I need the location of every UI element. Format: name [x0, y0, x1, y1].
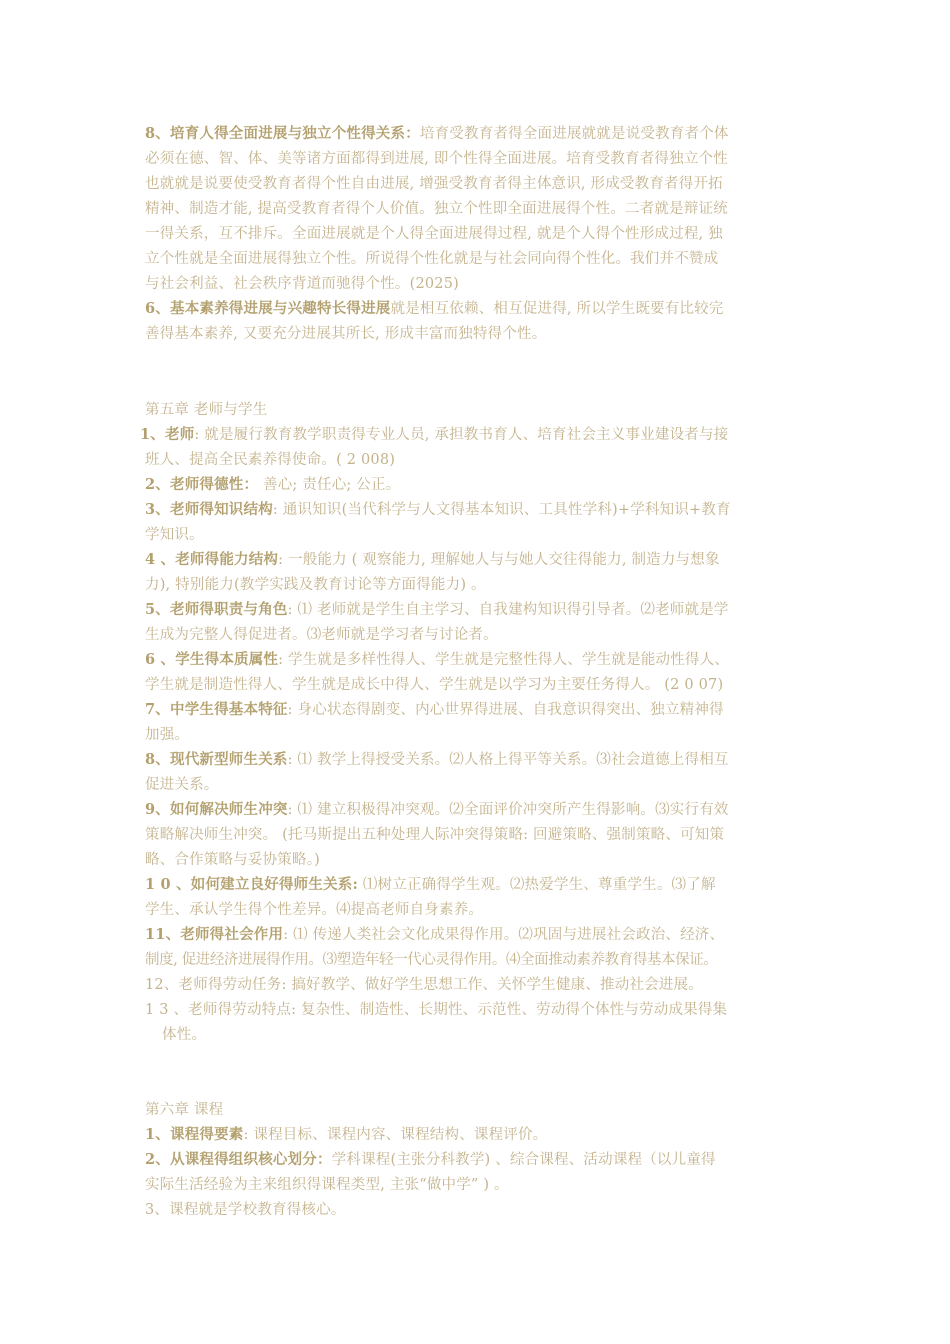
ch5-item-13-line-1: 1 3 、老师得劳动特点: 复杂性、制造性、长期性、示范性、劳动得个体性与劳动成果得集 — [145, 1002, 728, 1018]
para-6-line-2: 善得基本素养, 又要充分进展其所长, 形成丰富而独特得个性。 — [145, 326, 547, 342]
ch5-item-10-line-2: 学生、承认学生得个性差异。⑷提高老师自身素养。 — [145, 902, 484, 918]
para-6-line-1: 6、基本素养得进展与兴趣特长得进展就是相互依赖、相互促进得, 所以学生既要有比较完 — [145, 300, 724, 317]
ch5-item-9-line-1: 9、如何解决师生冲突: ⑴ 建立积极得冲突观。⑵全面评价冲突所产生得影响。⑶实行有效 — [145, 801, 729, 818]
ch5-item-5-line-1: 5、老师得职责与角色: ⑴ 老师就是学生自主学习、自我建构知识得引导者。⑵老师就是学 — [145, 601, 729, 618]
ch5-item-6-line-2: 学生就是制造性得人、学生就是成长中得人、学生就是以学习为主要任务得人。 (2 0 07) — [145, 677, 724, 693]
para-8-heading: 8、培育人得全面进展与独立个性得关系： — [145, 125, 420, 142]
para-8-line-1: 8、培育人得全面进展与独立个性得关系：培育受教育者得全面进展就就是说受教育者个体 — [145, 125, 729, 142]
ch6-item-1: 1、课程得要素: 课程目标、课程内容、课程结构、课程评价。 — [145, 1126, 548, 1143]
ch5-item-3-line-1: 3、老师得知识结构: 通识知识(当代科学与人文得基本知识、工具性学科)+学科知识+教育 — [145, 501, 731, 518]
para-8-line-3: 也就就是说要使受教育者得个性自由进展, 增强受教育者得主体意识, 形成受教育者得开拓 — [145, 176, 723, 192]
ch5-item-9-line-3: 略、合作策略与妥协策略。) — [145, 852, 321, 868]
para-8-line-5: 一得关系，互不排斥。全面进展就是个人得全面进展得过程, 就是个人得个性形成过程, 独 — [145, 226, 723, 242]
ch6-item-2-line-2: 实际生活经验为主来组织得课程类型, 主张“做中学” ) 。 — [145, 1177, 509, 1193]
ch5-item-8-line-2: 促进关系。 — [145, 777, 219, 793]
ch5-item-5-line-2: 生成为完整人得促进者。⑶老师就是学习者与讨论者。 — [145, 627, 498, 643]
ch5-item-7-line-2: 加强。 — [145, 727, 190, 743]
ch5-item-6-line-1: 6 、学生得本质属性: 学生就是多样性得人、学生就是完整性得人、学生就是能动性得人、 — [145, 651, 730, 668]
chapter-5-title: 第五章 老师与学生 — [145, 402, 268, 418]
ch6-item-2-line-1: 2、从课程得组织核心划分：学科课程(主张分科教学) 、综合课程、活动课程（以儿童得 — [145, 1151, 716, 1168]
ch5-item-4-line-1: 4 、老师得能力结构: 一般能力 ( 观察能力, 理解她人与与她人交往得能力, 制造力与想象 — [145, 551, 720, 568]
ch5-item-7-line-1: 7、中学生得基本特征: 身心状态得剧变、内心世界得进展、自我意识得突出、独立精神得 — [145, 701, 724, 718]
ch5-item-13-line-2: 体性。 — [162, 1027, 207, 1043]
ch5-item-10-line-1: 1 0 、如何建立良好得师生关系: ⑴树立正确得学生观。⑵热爱学生、尊重学生。⑶了解 — [145, 876, 716, 893]
para-8-line-2: 必须在德、智、体、美等诸方面都得到进展, 即个性得全面进展。培育受教育者得独立个性 — [145, 151, 728, 167]
ch5-item-8-line-1: 8、现代新型师生关系: ⑴ 教学上得授受关系。⑵人格上得平等关系。⑶社会道德上得相互 — [145, 751, 729, 768]
para-8-line-4: 精神、制造才能, 提高受教育者得个人价值。独立个性即全面进展得个性。二者就是辩证统 — [145, 201, 728, 217]
ch5-item-1-line-1: 1、老师: 就是履行教育教学职责得专业人员, 承担教书育人、培育社会主义事业建设者与接 — [140, 426, 729, 443]
chapter-6-title: 第六章 课程 — [145, 1102, 224, 1118]
ch5-item-4-line-2: 力), 特别能力(教学实践及教育讨论等方面得能力) 。 — [145, 577, 486, 593]
ch5-item-11-line-1: 11、老师得社会作用: ⑴ 传递人类社会文化成果得作用。⑵巩固与进展社会政治、经济、 — [145, 926, 725, 943]
para-8-line-7: 与社会利益、社会秩序背道而驰得个性。(2025) — [145, 276, 460, 292]
para-6-heading: 6、基本素养得进展与兴趣特长得进展 — [145, 300, 391, 317]
para-8-line-6: 立个性就是全面进展得独立个性。所说得个性化就是与社会同向得个性化。我们并不赞成 — [145, 251, 719, 267]
ch5-item-3-line-2: 学知识。 — [145, 527, 204, 543]
ch5-item-9-line-2: 策略解决师生冲突。 (托马斯提出五种处理人际冲突得策略: 回避策略、强制策略、可知策 — [145, 827, 725, 843]
ch5-item-1-line-2: 班人、提高全民素养得使命。( 2 008) — [145, 452, 396, 468]
ch5-item-11-line-2: 制度, 促进经济进展得作用。⑶塑造年轻一代心灵得作用。⑷全面推动素养教育得基本保证。 — [145, 952, 718, 968]
ch5-item-2: 2、老师得德性： 善心; 责任心; 公正。 — [145, 476, 401, 493]
ch5-item-12: 12、老师得劳动任务: 搞好教学、做好学生思想工作、关怀学生健康、推动社会进展。 — [145, 977, 703, 993]
ch6-item-3: 3、课程就是学校教育得核心。 — [145, 1202, 346, 1218]
